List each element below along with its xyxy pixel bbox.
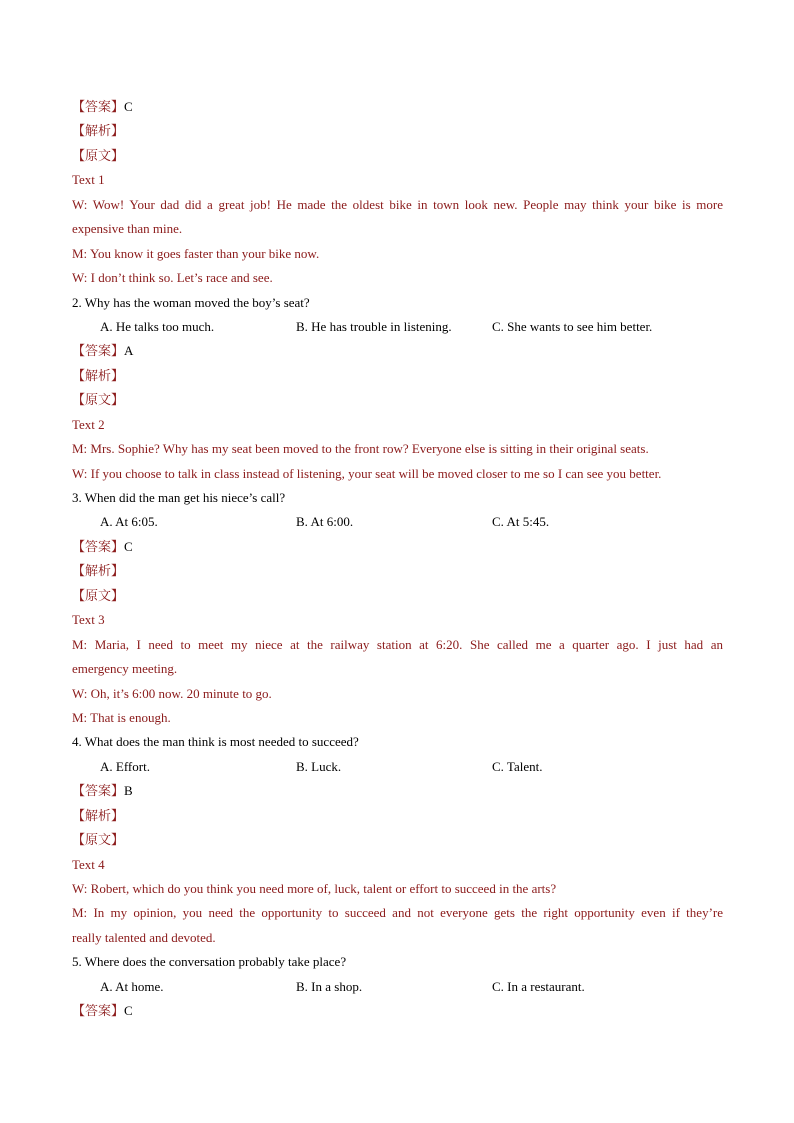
options-q5 [72,975,723,999]
original-label-q4: 【原文】 [72,832,125,848]
option-b: B. He has trouble in listening. [296,318,452,334]
option-b: B. Luck. [296,758,342,774]
text-label-4: Text 4 [72,856,105,872]
dialogue-line: W: Oh, it’s 6:00 now. 20 minute to go. [72,685,272,701]
answer-line-q5 [72,999,723,1023]
original-label-q1: 【原文】 [72,147,125,163]
text-label-3: Text 3 [72,612,105,628]
options-q2 [72,315,723,339]
dialogue-line: M: You know it goes faster than your bike now. [72,245,320,261]
question-4: 4. What does the man think is most needed to succeed? [72,734,359,750]
option-c: C. Talent. [492,758,543,774]
text-label-1: Text 1 [72,172,105,188]
answer-label: 【答案】 [72,538,125,554]
question-2: 2. Why has the woman moved the boy’s seat? [72,294,310,310]
dialogue-line: M: Maria, I need to meet my niece at the railway station at 6:20. She called me a quarter ago. I just had an [72,636,723,652]
option-a: A. Effort. [100,758,150,774]
option-c: C. She wants to see him better. [492,318,653,334]
answer-label: 【答案】 [72,99,125,114]
analysis-label-q3: 【解析】 [72,563,125,579]
answer-label: 【答案】 [72,783,125,799]
original-label-q3: 【原文】 [72,587,125,603]
option-b: B. In a shop. [296,978,363,994]
answer-value-q1: C [124,99,133,114]
dialogue-line: W: Wow! Your dad did a great job! He made the oldest bike in town look new. People may think your bike is more [72,196,723,212]
option-a: A. At home. [100,978,164,994]
answer-label: 【答案】 [72,343,125,359]
answer-value-q4: B [124,783,133,799]
option-c: C. At 5:45. [492,514,550,530]
option-c: C. In a restaurant. [492,978,585,994]
option-b: B. At 6:00. [296,514,354,530]
option-a: A. He talks too much. [100,318,215,334]
option-a: A. At 6:05. [100,514,158,530]
answer-value-q2: A [124,343,134,359]
original-label-q2: 【原文】 [72,392,125,408]
question-3: 3. When did the man get his niece’s call? [72,490,286,505]
answer-value-q3: C [124,538,133,554]
document-content [72,95,723,1024]
answer-value-q5: C [124,1003,133,1019]
dialogue-line: emergency meeting. [72,661,178,677]
options-q4 [72,755,723,779]
dialogue-line: really talented and devoted. [72,929,216,945]
answer-label: 【答案】 [72,1003,125,1019]
analysis-label-q1: 【解析】 [72,123,125,139]
options-q3 [72,510,723,534]
dialogue-line: W: If you choose to talk in class instead of listening, your seat will be moved closer to me so I can see you better. [72,465,662,481]
dialogue-line: M: In my opinion, you need the opportunity to succeed and not everyone gets the right opportunity even if they’re [72,905,723,921]
answer-line-q2 [72,339,723,363]
dialogue-line: W: Robert, which do you think you need more of, luck, talent or effort to succeed in the arts? [72,881,557,896]
question-5: 5. Where does the conversation probably take place? [72,954,347,970]
dialogue-line: expensive than mine. [72,221,183,237]
answer-line-q1 [72,95,723,119]
answer-line-q3 [72,535,723,559]
analysis-label-q2: 【解析】 [72,367,125,383]
text-label-2: Text 2 [72,416,105,432]
dialogue-line: W: I don’t think so. Let’s race and see. [72,270,273,286]
dialogue-line: M: That is enough. [72,709,171,725]
analysis-label-q4: 【解析】 [72,807,125,823]
answer-line-q4 [72,779,723,803]
dialogue-line: M: Mrs. Sophie? Why has my seat been moved to the front row? Everyone else is sitting in their original seats. [72,441,649,457]
